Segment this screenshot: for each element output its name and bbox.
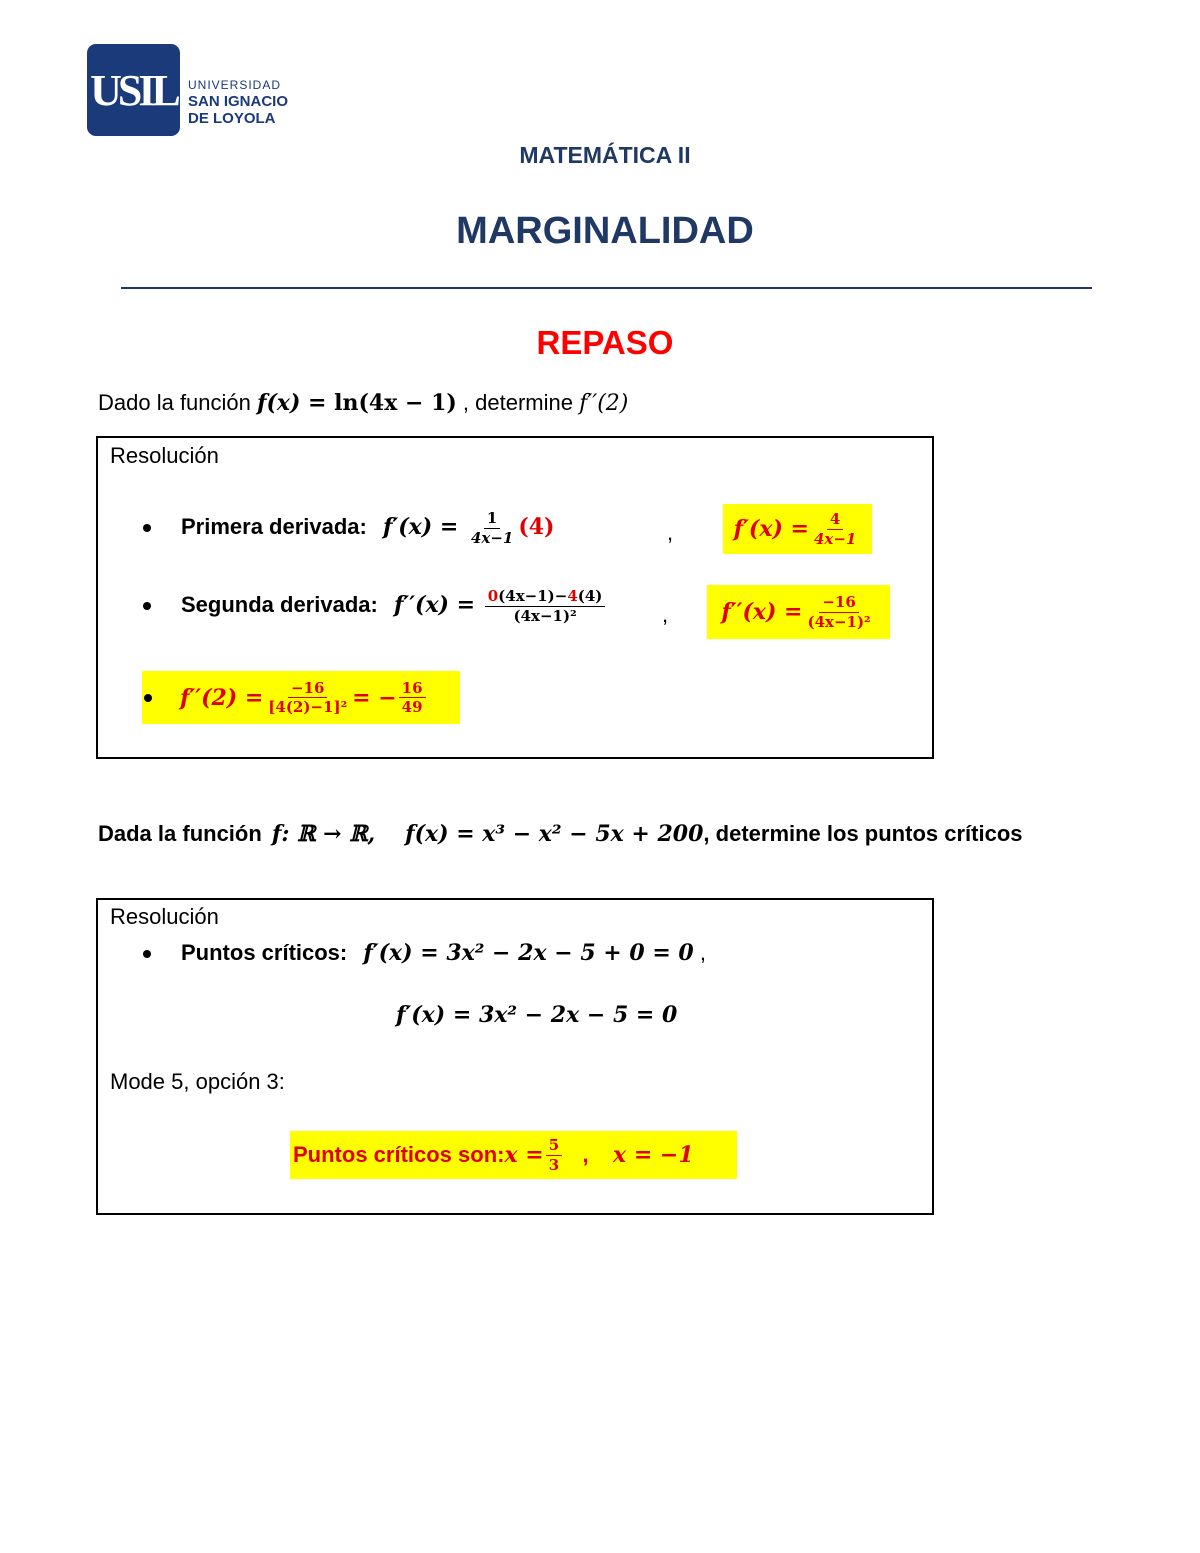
fraction-numerator: 16 bbox=[399, 680, 426, 699]
second-derivative-fraction bbox=[485, 588, 606, 624]
fraction-numerator bbox=[485, 588, 606, 607]
simplified-equation: f′(x) = 3x² − 2x − 5 = 0 bbox=[396, 1002, 678, 1028]
evaluation-lhs: f′′(2) = bbox=[180, 684, 264, 711]
logo-mark: USIL bbox=[90, 65, 177, 115]
second-derivative-result-lhs: f′′(x) = bbox=[721, 599, 803, 625]
fraction-denominator: 49 bbox=[401, 698, 423, 716]
first-derivative-fraction bbox=[468, 510, 516, 546]
critical-points-comma: , bbox=[693, 940, 706, 965]
step1-separator: , bbox=[667, 520, 674, 545]
second-derivative-label: Segunda derivada: bbox=[181, 591, 378, 617]
step-critical-points bbox=[143, 940, 706, 966]
fraction-numerator: −16 bbox=[288, 680, 327, 699]
fraction-denominator: (4x−1)² bbox=[807, 612, 871, 631]
fraction-numerator: −16 bbox=[819, 594, 858, 613]
first-derivative-factor: (4) bbox=[518, 513, 555, 540]
calculator-mode-note: Mode 5, opción 3: bbox=[110, 1069, 285, 1094]
problem-1-ln: ln(4x − 1) bbox=[334, 390, 457, 416]
fraction-denominator: 4x−1 bbox=[470, 528, 514, 547]
numerator-part: (4x−1)− bbox=[498, 587, 568, 605]
fraction-numerator: 5 bbox=[546, 1137, 562, 1156]
resolution-2-label: Resolución bbox=[110, 904, 219, 929]
second-derivative-result-fraction bbox=[804, 594, 873, 630]
problem-2-text-a: Dada la función bbox=[98, 821, 268, 846]
fraction-denominator: (4x−1)² bbox=[513, 606, 577, 625]
problem-1-text-a: Dado la función bbox=[98, 390, 257, 415]
logo-line-3: DE LOYOLA bbox=[188, 110, 276, 127]
first-derivative-lhs: f′(x) = bbox=[383, 513, 466, 540]
step-second-derivative bbox=[143, 588, 607, 624]
problem-1-fx: f(x) = bbox=[257, 390, 335, 416]
fraction-denominator: 3 bbox=[548, 1155, 560, 1174]
step2-separator: , bbox=[662, 602, 669, 627]
fraction-denominator: [4(2)−1]² bbox=[268, 698, 348, 716]
page-title: MARGINALIDAD bbox=[456, 210, 754, 252]
problem-2-domain: f: ℝ → ℝ, bbox=[271, 821, 376, 847]
logo-text bbox=[188, 78, 288, 127]
logo-line-2: SAN IGNACIO bbox=[188, 93, 289, 110]
fraction-numerator: 4 bbox=[827, 511, 843, 530]
result-fraction bbox=[546, 1137, 562, 1173]
first-derivative-result-fraction bbox=[811, 511, 859, 547]
second-derivative-at-2 bbox=[142, 671, 460, 724]
numerator-four: 4 bbox=[567, 587, 578, 605]
course-title: MATEMÁTICA II bbox=[519, 142, 691, 168]
numerator-zero: 0 bbox=[487, 587, 499, 605]
problem-2-function: f(x) = x³ − x² − 5x + 200 bbox=[405, 821, 704, 847]
result-x2: x = −1 bbox=[613, 1142, 694, 1168]
logo-line-1: UNIVERSIDAD bbox=[188, 78, 282, 92]
result-x1: x = bbox=[504, 1142, 544, 1168]
section-title: REPASO bbox=[536, 324, 674, 361]
title-divider bbox=[121, 287, 1092, 289]
problem-2-text-b: , determine los puntos críticos bbox=[703, 821, 1023, 846]
step-first-derivative bbox=[143, 510, 554, 546]
bullet-icon bbox=[144, 694, 152, 702]
evaluation-fraction bbox=[265, 680, 350, 716]
bullet-icon bbox=[143, 950, 151, 958]
second-derivative-lhs: f′′(x) = bbox=[393, 591, 483, 618]
critical-points-equation: f′(x) = 3x² − 2x − 5 + 0 = 0 bbox=[363, 940, 694, 966]
result-separator: , bbox=[564, 1142, 614, 1167]
evaluation-equals: = − bbox=[352, 684, 397, 711]
problem-1-text-b: , determine bbox=[456, 390, 580, 415]
problem-1-target: f′′(2) bbox=[579, 391, 629, 416]
first-derivative-label: Primera derivada: bbox=[181, 513, 367, 539]
resolution-1-label: Resolución bbox=[110, 443, 219, 468]
problem-1-prompt bbox=[98, 390, 628, 416]
numerator-factor: (4) bbox=[577, 587, 603, 605]
second-derivative-result bbox=[707, 585, 890, 639]
critical-points-result bbox=[290, 1131, 737, 1179]
bullet-icon bbox=[143, 524, 151, 532]
critical-points-label: Puntos críticos: bbox=[181, 940, 348, 965]
problem-2-prompt bbox=[98, 816, 1058, 852]
fraction-numerator: 1 bbox=[484, 510, 500, 529]
first-derivative-result bbox=[723, 504, 872, 554]
evaluation-result-fraction bbox=[399, 680, 426, 716]
bullet-icon bbox=[143, 602, 151, 610]
result-label: Puntos críticos son: bbox=[293, 1142, 505, 1167]
first-derivative-result-lhs: f′(x) = bbox=[733, 516, 809, 542]
fraction-denominator: 4x−1 bbox=[813, 529, 857, 548]
